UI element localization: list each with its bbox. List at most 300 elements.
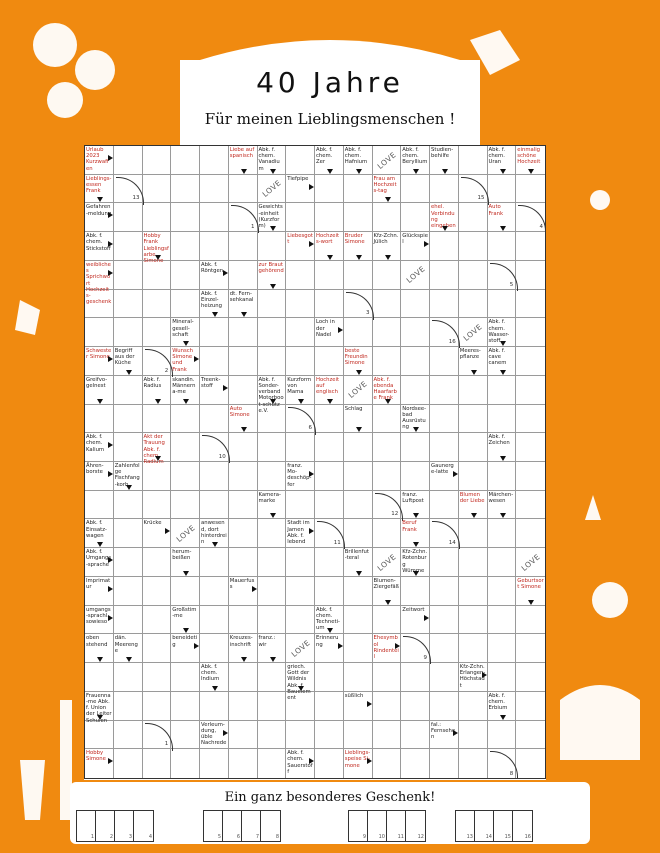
clue-cell [286, 663, 315, 702]
grid-cell[interactable] [258, 462, 287, 491]
solution-box-number: 6 [236, 834, 240, 840]
grid-cell[interactable] [114, 405, 143, 434]
grid-cell[interactable] [200, 692, 229, 721]
grid-cell[interactable] [516, 548, 545, 577]
grid-cell[interactable] [200, 577, 229, 606]
grid-cell[interactable] [114, 491, 143, 520]
grid-cell[interactable] [373, 462, 402, 491]
grid-cell[interactable] [143, 491, 172, 520]
grid-cell[interactable] [344, 606, 373, 635]
grid-cell[interactable] [229, 232, 258, 261]
grid-cell[interactable] [401, 318, 430, 347]
grid-cell[interactable] [315, 749, 344, 778]
grid-cell[interactable] [373, 749, 402, 778]
grid-cell[interactable] [373, 721, 402, 750]
grid-cell[interactable] [488, 462, 517, 491]
grid-cell[interactable] [171, 491, 200, 520]
grid-cell[interactable] [114, 548, 143, 577]
grid-cell[interactable] [229, 261, 258, 290]
grid-cell[interactable] [459, 290, 488, 319]
grid-cell[interactable] [459, 261, 488, 290]
grid-cell[interactable] [373, 261, 402, 290]
grid-cell[interactable] [171, 462, 200, 491]
grid-cell[interactable] [459, 721, 488, 750]
grid-cell[interactable] [258, 548, 287, 577]
grid-cell[interactable] [85, 405, 114, 434]
solution-box[interactable] [261, 811, 280, 841]
grid-cell[interactable] [200, 462, 229, 491]
grid-cell[interactable] [114, 175, 143, 204]
grid-cell[interactable] [459, 405, 488, 434]
grid-cell[interactable] [459, 634, 488, 663]
love-watermark [344, 376, 373, 404]
grid-cell[interactable] [401, 175, 430, 204]
grid-cell[interactable] [229, 606, 258, 635]
grid-cell[interactable] [200, 548, 229, 577]
grid-cell[interactable] [143, 634, 172, 663]
solution-box[interactable] [223, 811, 242, 841]
grid-cell[interactable] [488, 548, 517, 577]
solution-box[interactable] [368, 811, 387, 841]
grid-cell[interactable] [459, 692, 488, 721]
grid-cell[interactable] [85, 491, 114, 520]
clue-cell [315, 376, 344, 405]
clue-cell [516, 577, 545, 606]
grid-cell[interactable] [143, 203, 172, 232]
grid-cell[interactable] [373, 606, 402, 635]
grid-cell[interactable] [344, 318, 373, 347]
grid-cell[interactable] [344, 175, 373, 204]
solution-box[interactable] [242, 811, 261, 841]
grid-cell[interactable] [401, 261, 430, 290]
grid-cell[interactable] [200, 347, 229, 376]
grid-cell[interactable] [516, 405, 545, 434]
grid-cell[interactable] [286, 577, 315, 606]
arrow-down-icon [327, 169, 333, 174]
grid-cell[interactable] [114, 232, 143, 261]
solution-box[interactable] [349, 811, 368, 841]
grid-cell[interactable] [171, 175, 200, 204]
grid-cell[interactable] [516, 749, 545, 778]
grid-cell[interactable] [516, 347, 545, 376]
grid-cell[interactable] [114, 606, 143, 635]
grid-cell[interactable] [229, 663, 258, 692]
grid-cell[interactable] [459, 232, 488, 261]
grid-cell[interactable] [488, 261, 517, 290]
grid-cell[interactable] [430, 347, 459, 376]
grid-cell[interactable] [200, 318, 229, 347]
grid-cell[interactable] [401, 663, 430, 692]
clue-text: Kamera-marke [258, 491, 281, 504]
grid-cell[interactable] [143, 261, 172, 290]
grid-cell[interactable] [143, 692, 172, 721]
grid-cell[interactable] [286, 290, 315, 319]
grid-cell[interactable] [229, 347, 258, 376]
grid-cell[interactable] [114, 721, 143, 750]
grid-cell[interactable] [344, 519, 373, 548]
grid-cell[interactable] [229, 433, 258, 462]
grid-cell[interactable] [516, 232, 545, 261]
grid-cell[interactable] [143, 290, 172, 319]
grid-cell[interactable] [516, 519, 545, 548]
grid-cell[interactable] [171, 433, 200, 462]
grid-cell[interactable] [114, 692, 143, 721]
grid-cell[interactable] [373, 203, 402, 232]
grid-cell[interactable] [114, 146, 143, 175]
grid-cell[interactable] [516, 175, 545, 204]
arrow-down-icon [270, 226, 276, 231]
grid-cell[interactable] [286, 548, 315, 577]
grid-cell[interactable] [258, 290, 287, 319]
grid-cell[interactable] [143, 175, 172, 204]
grid-cell[interactable] [459, 433, 488, 462]
grid-cell[interactable] [143, 749, 172, 778]
grid-cell[interactable] [286, 347, 315, 376]
grid-cell[interactable] [430, 519, 459, 548]
grid-cell[interactable] [401, 749, 430, 778]
grid-cell[interactable] [143, 146, 172, 175]
grid-cell[interactable] [344, 577, 373, 606]
grid-cell[interactable] [258, 318, 287, 347]
grid-cell[interactable] [430, 232, 459, 261]
grid-cell[interactable] [488, 634, 517, 663]
grid-cell[interactable] [258, 721, 287, 750]
grid-cell[interactable] [401, 290, 430, 319]
grid-cell[interactable] [286, 721, 315, 750]
clue-cell [200, 519, 229, 548]
grid-cell[interactable] [229, 175, 258, 204]
grid-cell[interactable] [200, 634, 229, 663]
solution-box[interactable] [406, 811, 425, 841]
grid-cell[interactable] [258, 663, 287, 692]
grid-cell[interactable] [143, 318, 172, 347]
solution-box[interactable] [475, 811, 494, 841]
clue-cell [315, 634, 344, 663]
grid-cell[interactable] [143, 663, 172, 692]
grid-cell[interactable] [373, 405, 402, 434]
grid-cell[interactable] [200, 146, 229, 175]
grid-cell[interactable] [344, 491, 373, 520]
grid-cell[interactable] [344, 433, 373, 462]
grid-cell[interactable] [200, 491, 229, 520]
solution-box[interactable] [204, 811, 223, 841]
grid-cell[interactable] [430, 548, 459, 577]
grid-cell[interactable] [229, 548, 258, 577]
grid-cell[interactable] [143, 462, 172, 491]
solution-box[interactable] [456, 811, 475, 841]
grid-cell[interactable] [171, 577, 200, 606]
grid-cell[interactable] [143, 606, 172, 635]
grid-cell[interactable] [171, 405, 200, 434]
grid-cell[interactable] [286, 634, 315, 663]
solution-box[interactable] [96, 811, 115, 841]
grid-cell[interactable] [171, 663, 200, 692]
grid-cell[interactable] [315, 405, 344, 434]
grid-cell[interactable] [459, 749, 488, 778]
grid-cell[interactable] [315, 721, 344, 750]
grid-cell[interactable] [373, 290, 402, 319]
grid-cell[interactable] [430, 663, 459, 692]
grid-cell[interactable] [430, 318, 459, 347]
grid-cell[interactable] [171, 203, 200, 232]
grid-cell[interactable] [430, 749, 459, 778]
grid-cell[interactable] [315, 491, 344, 520]
grid-cell[interactable] [286, 491, 315, 520]
clue-cell [85, 261, 114, 306]
solution-box[interactable] [134, 811, 153, 841]
grid-cell[interactable] [114, 577, 143, 606]
grid-cell[interactable] [488, 376, 517, 405]
grid-cell[interactable] [344, 261, 373, 290]
grid-cell[interactable] [229, 203, 258, 232]
grid-cell[interactable] [200, 405, 229, 434]
grid-cell[interactable] [114, 663, 143, 692]
grid-cell[interactable] [143, 721, 172, 750]
grid-cell[interactable] [516, 663, 545, 692]
solution-box[interactable] [494, 811, 513, 841]
clue-cell [373, 376, 402, 405]
grid-cell[interactable] [114, 433, 143, 462]
grid-cell[interactable] [401, 577, 430, 606]
grid-cell[interactable] [488, 519, 517, 548]
grid-cell[interactable] [114, 318, 143, 347]
grid-cell[interactable] [488, 232, 517, 261]
grid-cell[interactable] [229, 519, 258, 548]
grid-cell[interactable] [344, 663, 373, 692]
grid-cell[interactable] [488, 721, 517, 750]
grid-cell[interactable] [315, 261, 344, 290]
grid-cell[interactable] [516, 261, 545, 290]
grid-cell[interactable] [459, 606, 488, 635]
grid-cell[interactable] [114, 261, 143, 290]
solution-box[interactable] [513, 811, 532, 841]
clue-cell [315, 232, 344, 261]
grid-cell[interactable] [459, 203, 488, 232]
grid-cell[interactable] [488, 606, 517, 635]
grid-cell[interactable] [258, 347, 287, 376]
grid-cell[interactable] [430, 634, 459, 663]
grid-cell[interactable] [315, 203, 344, 232]
grid-cell[interactable] [114, 519, 143, 548]
grid-cell[interactable] [258, 433, 287, 462]
grid-cell[interactable] [516, 433, 545, 462]
grid-cell[interactable] [315, 433, 344, 462]
solution-arc-icon [375, 493, 403, 521]
grid-cell[interactable] [516, 290, 545, 319]
grid-cell[interactable] [143, 577, 172, 606]
grid-cell[interactable] [286, 405, 315, 434]
clue-cell [200, 261, 229, 290]
grid-cell[interactable] [430, 290, 459, 319]
grid-cell[interactable] [315, 290, 344, 319]
grid-cell[interactable] [258, 577, 287, 606]
grid-cell[interactable] [286, 261, 315, 290]
grid-cell[interactable] [229, 491, 258, 520]
grid-cell[interactable] [488, 577, 517, 606]
grid-cell[interactable] [488, 175, 517, 204]
grid-cell[interactable] [430, 606, 459, 635]
grid-cell[interactable] [171, 692, 200, 721]
grid-cell[interactable] [258, 175, 287, 204]
grid-cell[interactable] [516, 634, 545, 663]
grid-cell[interactable] [430, 175, 459, 204]
grid-cell[interactable] [258, 519, 287, 548]
arrow-down-icon [327, 628, 333, 633]
solution-box[interactable] [387, 811, 406, 841]
grid-cell[interactable] [430, 433, 459, 462]
solution-box[interactable] [77, 811, 96, 841]
grid-cell[interactable] [200, 606, 229, 635]
grid-cell[interactable] [516, 376, 545, 405]
grid-cell[interactable] [286, 606, 315, 635]
grid-cell[interactable] [488, 663, 517, 692]
grid-cell[interactable] [85, 663, 114, 692]
grid-cell[interactable] [344, 462, 373, 491]
grid-cell[interactable] [430, 577, 459, 606]
grid-cell[interactable] [459, 175, 488, 204]
arrow-down-icon [270, 657, 276, 662]
grid-cell[interactable] [516, 692, 545, 721]
grid-cell[interactable] [516, 721, 545, 750]
grid-cell[interactable] [85, 318, 114, 347]
grid-cell[interactable] [401, 692, 430, 721]
grid-cell[interactable] [401, 721, 430, 750]
grid-cell[interactable] [373, 519, 402, 548]
grid-cell[interactable] [171, 232, 200, 261]
grid-cell[interactable] [200, 203, 229, 232]
grid-cell[interactable] [373, 663, 402, 692]
grid-cell[interactable] [401, 376, 430, 405]
grid-cell[interactable] [315, 548, 344, 577]
grid-cell[interactable] [373, 692, 402, 721]
grid-cell[interactable] [459, 376, 488, 405]
grid-cell[interactable] [229, 318, 258, 347]
clue-cell [171, 376, 200, 405]
grid-cell[interactable] [344, 290, 373, 319]
grid-cell[interactable] [459, 577, 488, 606]
grid-cell[interactable] [459, 462, 488, 491]
grid-cell[interactable] [401, 634, 430, 663]
grid-cell[interactable] [315, 347, 344, 376]
grid-cell[interactable] [315, 175, 344, 204]
grid-cell[interactable] [373, 433, 402, 462]
grid-cell[interactable] [315, 519, 344, 548]
grid-cell[interactable] [401, 433, 430, 462]
grid-cell[interactable] [171, 519, 200, 548]
clue-cell [229, 405, 258, 434]
grid-cell[interactable] [430, 405, 459, 434]
grid-cell[interactable] [200, 749, 229, 778]
grid-cell[interactable] [286, 318, 315, 347]
grid-cell[interactable] [171, 261, 200, 290]
grid-cell[interactable] [373, 548, 402, 577]
grid-cell[interactable] [229, 462, 258, 491]
grid-cell[interactable] [344, 203, 373, 232]
grid-cell[interactable] [286, 146, 315, 175]
grid-cell[interactable] [258, 606, 287, 635]
grid-cell[interactable] [401, 203, 430, 232]
grid-cell[interactable] [315, 663, 344, 692]
clue-text: fal.: Fernsehen [431, 721, 456, 740]
grid-cell[interactable] [229, 749, 258, 778]
grid-cell[interactable] [430, 376, 459, 405]
arrow-down-icon [413, 571, 419, 576]
grid-cell[interactable] [344, 721, 373, 750]
grid-cell[interactable] [171, 290, 200, 319]
solution-box[interactable] [115, 811, 134, 841]
grid-cell[interactable] [373, 491, 402, 520]
solution-box-number: 4 [148, 834, 152, 840]
grid-cell[interactable] [200, 175, 229, 204]
grid-cell[interactable] [143, 405, 172, 434]
grid-cell[interactable] [344, 376, 373, 405]
grid-cell[interactable] [373, 146, 402, 175]
grid-cell[interactable] [114, 376, 143, 405]
grid-cell[interactable] [516, 606, 545, 635]
grid-cell[interactable] [488, 405, 517, 434]
clue-text: beneidetig [172, 635, 198, 648]
grid-cell[interactable] [315, 692, 344, 721]
love-label: LOVE [375, 551, 399, 573]
grid-cell[interactable] [143, 548, 172, 577]
clue-text: Nordsee-bad Ausrüstung [402, 405, 427, 431]
grid-cell[interactable] [171, 749, 200, 778]
grid-cell[interactable] [114, 203, 143, 232]
grid-cell[interactable] [516, 318, 545, 347]
clue-text: Kreuzes-inschrift [229, 635, 253, 648]
grid-cell[interactable] [430, 491, 459, 520]
grid-cell[interactable] [488, 749, 517, 778]
grid-cell[interactable] [459, 519, 488, 548]
grid-cell[interactable] [401, 347, 430, 376]
grid-cell[interactable] [286, 433, 315, 462]
grid-cell[interactable] [171, 146, 200, 175]
grid-cell[interactable] [516, 462, 545, 491]
grid-cell[interactable] [516, 203, 545, 232]
grid-cell[interactable] [258, 232, 287, 261]
grid-cell[interactable] [373, 347, 402, 376]
arrow-down-icon [500, 226, 506, 231]
grid-cell[interactable] [229, 376, 258, 405]
grid-cell[interactable] [459, 548, 488, 577]
grid-cell[interactable] [344, 634, 373, 663]
grid-cell[interactable] [488, 290, 517, 319]
grid-cell[interactable] [258, 749, 287, 778]
grid-cell[interactable] [200, 433, 229, 462]
grid-cell[interactable] [143, 347, 172, 376]
grid-cell[interactable] [85, 721, 114, 750]
grid-cell[interactable] [315, 462, 344, 491]
grid-cell[interactable] [430, 692, 459, 721]
grid-cell[interactable] [171, 721, 200, 750]
grid-cell[interactable] [315, 577, 344, 606]
grid-cell[interactable] [200, 232, 229, 261]
grid-cell[interactable] [258, 692, 287, 721]
grid-cell[interactable] [286, 203, 315, 232]
grid-cell[interactable] [459, 146, 488, 175]
grid-cell[interactable] [229, 721, 258, 750]
grid-cell[interactable] [373, 318, 402, 347]
grid-cell[interactable] [516, 491, 545, 520]
grid-cell[interactable] [114, 290, 143, 319]
grid-cell[interactable] [459, 318, 488, 347]
grid-cell[interactable] [114, 749, 143, 778]
grid-cell[interactable] [229, 692, 258, 721]
grid-cell[interactable] [430, 261, 459, 290]
grid-cell[interactable] [401, 462, 430, 491]
clue-text: Kfz-Zchn. Jülich [373, 233, 399, 246]
clue-cell [85, 232, 114, 261]
